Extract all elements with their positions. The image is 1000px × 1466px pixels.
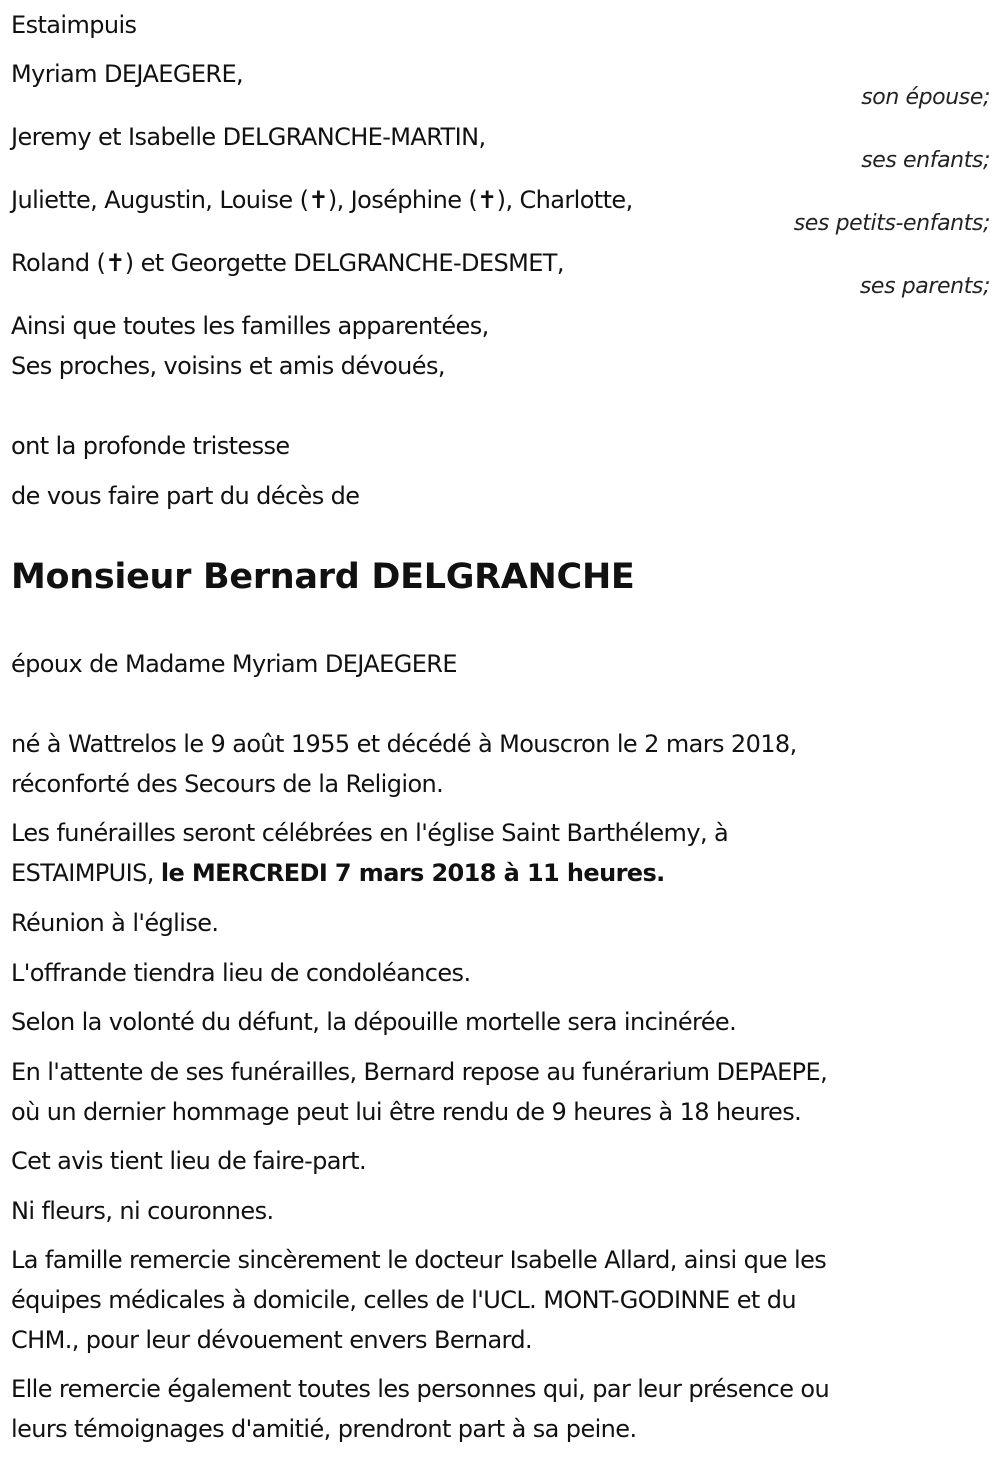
rest-line: où un dernier hommage peut lui être rendu de 9 heures à 18 heures. xyxy=(11,1098,802,1126)
rest-line: En l'attente de ses funérailles, Bernard repose au funérarium DEPAEPE, xyxy=(11,1058,828,1086)
relatives-line: Ses proches, voisins et amis dévoués, xyxy=(11,352,445,380)
relatives-line: Ainsi que toutes les familles apparentées, xyxy=(11,312,489,340)
funeral-line-2 xyxy=(11,858,665,888)
thanks-line: La famille remercie sincèrement le docteur Isabelle Allard, ainsi que les xyxy=(11,1246,827,1274)
thanks-line: CHM., pour leur dévouement envers Bernard. xyxy=(11,1326,533,1354)
announcement-line: ont la profonde tristesse xyxy=(11,432,290,460)
family-names-spouse: Myriam DEJAEGERE, xyxy=(11,60,244,88)
family-role-grandchildren: ses petits-enfants; xyxy=(793,211,990,236)
birth-death-line: né à Wattrelos le 9 août 1955 et décédé à Mouscron le 2 mars 2018, xyxy=(11,730,797,758)
thanks2-line: leurs témoignages d'amitié, prendront part à sa peine. xyxy=(11,1415,637,1443)
deceased-name: Monsieur Bernard DELGRANCHE xyxy=(11,557,635,597)
funeral-place: ESTAIMPUIS, xyxy=(11,859,161,887)
location: Estaimpuis xyxy=(11,11,137,39)
family-names-children: Jeremy et Isabelle DELGRANCHE-MARTIN, xyxy=(11,123,486,151)
funeral-datetime: le MERCREDI 7 mars 2018 à 11 heures. xyxy=(160,859,665,887)
family-names-parents: Roland (✝) et Georgette DELGRANCHE-DESMET, xyxy=(11,249,564,277)
funeral-line-1: Les funérailles seront célébrées en l'église Saint Barthélemy, à xyxy=(11,819,729,847)
meeting-line: Réunion à l'église. xyxy=(11,909,219,937)
birth-death-line: réconforté des Secours de la Religion. xyxy=(11,770,444,798)
thanks-line: équipes médicales à domicile, celles de l'UCL. MONT-GODINNE et du xyxy=(11,1286,796,1314)
family-role-parents: ses parents; xyxy=(859,274,990,299)
family-role-children: ses enfants; xyxy=(861,148,990,173)
family-role-spouse: son épouse; xyxy=(861,85,990,110)
flowers-line: Ni fleurs, ni couronnes. xyxy=(11,1197,274,1225)
spouse-line: époux de Madame Myriam DEJAEGERE xyxy=(11,650,457,678)
offering-line: L'offrande tiendra lieu de condoléances. xyxy=(11,959,471,987)
family-names-grandchildren: Juliette, Augustin, Louise (✝), Joséphine (✝), Charlotte, xyxy=(11,186,633,214)
cremation-line: Selon la volonté du défunt, la dépouille mortelle sera incinérée. xyxy=(11,1008,737,1036)
faire-part-line: Cet avis tient lieu de faire-part. xyxy=(11,1147,366,1175)
announcement-line: de vous faire part du décès de xyxy=(11,482,360,510)
thanks2-line: Elle remercie également toutes les personnes qui, par leur présence ou xyxy=(11,1375,830,1403)
